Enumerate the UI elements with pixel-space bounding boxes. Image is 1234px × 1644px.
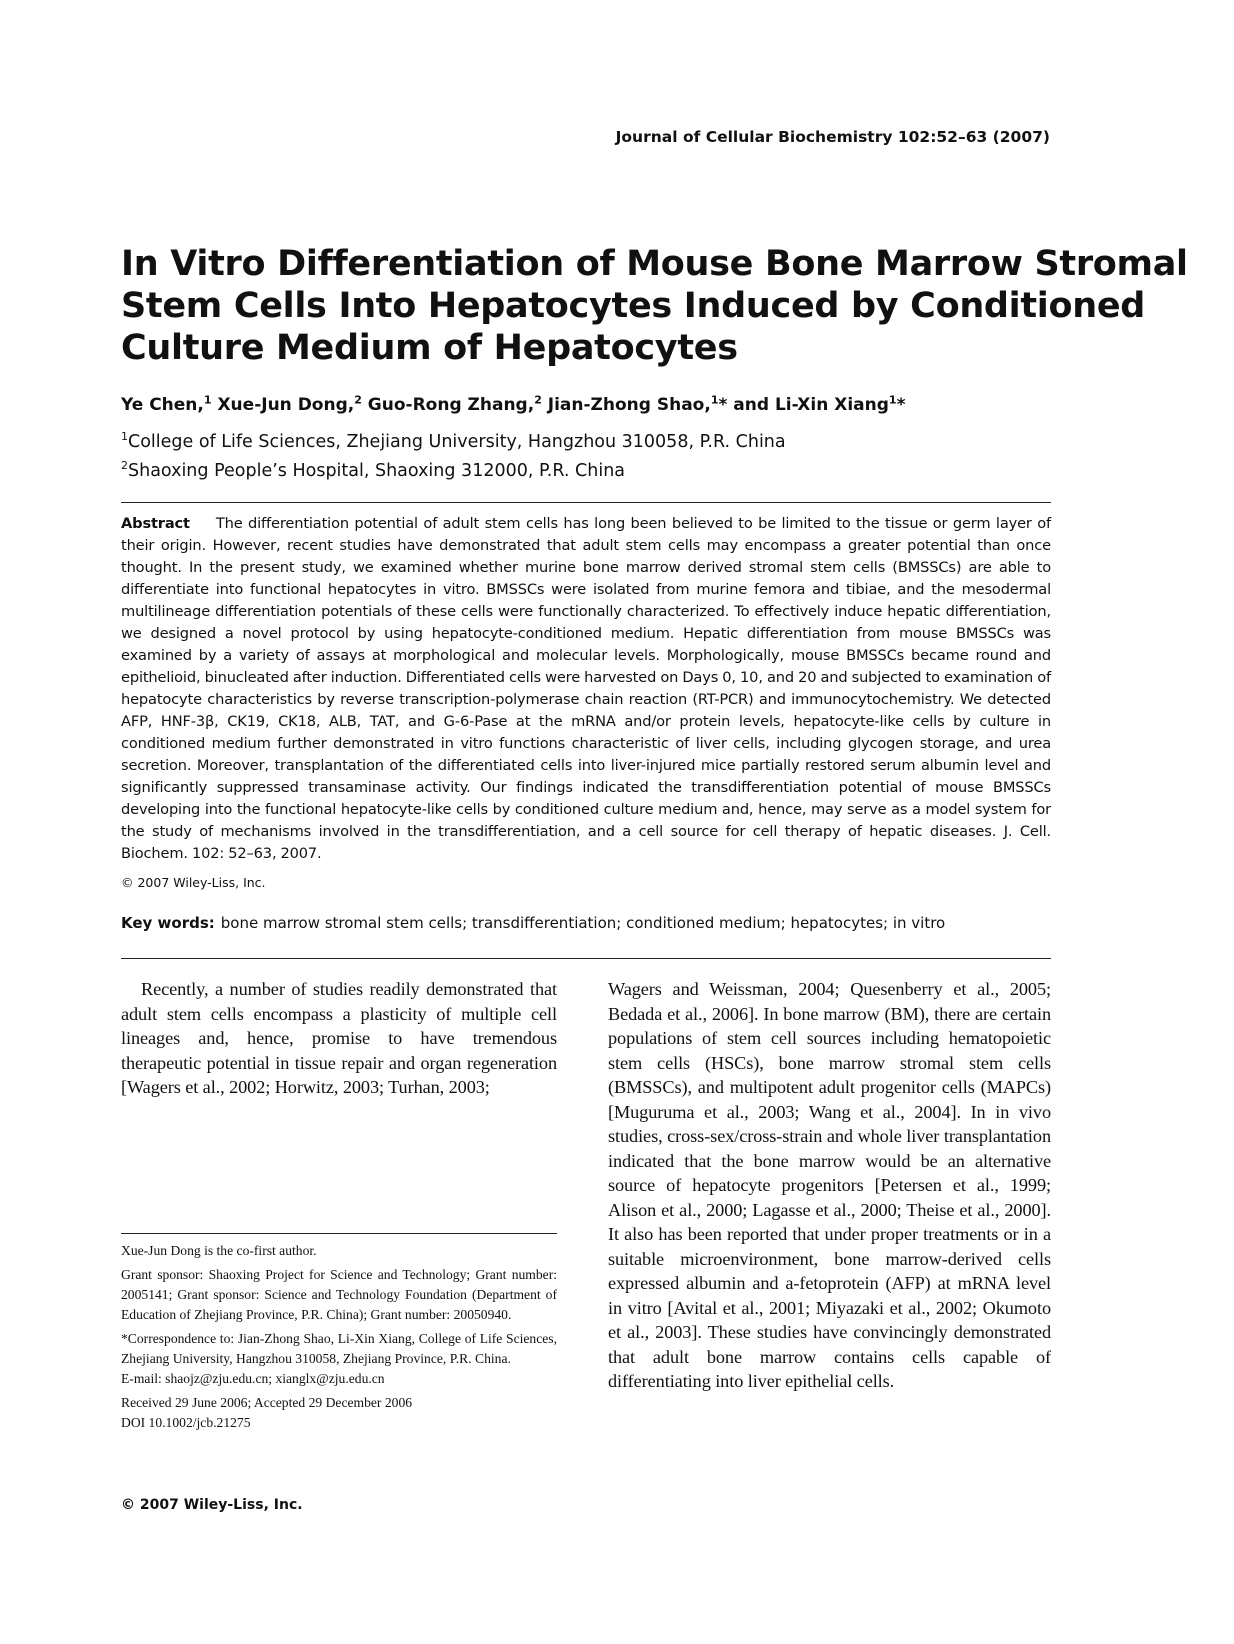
abstract-label: Abstract <box>121 515 190 532</box>
divider <box>121 958 1051 959</box>
article-title <box>121 243 1188 369</box>
body-right-column: Wagers and Weissman, 2004; Quesenberry et al., 2005; Bedada et al., 2006]. In bone marrow (BM), there are certain populations of stem cell sources including hematopoietic stem cells (HSCs), bone marrow stromal stem cells (BMSSCs), and multipotent adult progenitor cells (MAPCs) [Muguruma et al., 2003; Wang et al., 2004]. In in vivo studies, cross-sex/cross-strain and whole liver transplantation indicated that the bone marrow would be an alternative source of hepatocyte progenitors [Petersen et al., 1999; Alison et al., 2000; Lagasse et al., 2000; Theise et al., 2000]. It also has been reported that under proper treatments or in a suitable microenvironment, bone marrow-derived cells expressed albumin and a-fetoprotein (AFP) at mRNA level in vitro [Avital et al., 2001; Miyazaki et al., 2002; Okumoto et al., 2003]. These studies have convincingly demonstrated that adult bone marrow contains cells capable of differentiating into liver epithelial cells. <box>608 979 1051 1391</box>
keywords-label: Key words: <box>121 914 215 932</box>
keywords <box>121 914 1051 932</box>
affiliations <box>121 425 1081 483</box>
footnote-doi: DOI 10.1002/jcb.21275 <box>121 1415 251 1430</box>
title-line: In Vitro Differentiation of Mouse Bone Marrow Stromal <box>121 244 1188 284</box>
journal-header: Journal of Cellular Biochemistry 102:52–63 (2007) <box>615 128 1050 146</box>
page-copyright: © 2007 Wiley-Liss, Inc. <box>121 1497 303 1513</box>
abstract <box>121 513 1051 865</box>
abstract-copyright: © 2007 Wiley-Liss, Inc. <box>121 875 266 890</box>
affiliation: $^2$Shaoxing People’s Hospital, Shaoxing 312000, P.R. China <box>121 458 626 481</box>
divider <box>121 502 1051 503</box>
author: and Li-Xin Xiang$^1$* <box>733 393 906 415</box>
footnote-correspondence: *Correspondence to: Jian-Zhong Shao, Li-Xin Xiang, College of Life Sciences, Zhejiang University, Hangzhou 310058, Zhejiang Province, P.R. China. <box>121 1331 557 1366</box>
author: Jian-Zhong Shao,$^1$* <box>547 393 728 415</box>
abstract-text: The differentiation potential of adult stem cells has long been believed to be limited to the tissue or germ layer of their origin. However, recent studies have demonstrated that adult stem cells may encompass a greater potential than once thought. In the present study, we examined whether murine bone marrow derived stromal stem cells (BMSSCs) are able to differentiate into functional hepatocytes in vitro. BMSSCs were isolated from murine femora and tibiae, and the mesodermal multilineage differentiation potentials of these cells were functionally characterized. To effectively induce hepatic differentiation, we designed a novel protocol by using hepatocyte-conditioned medium. Hepatic differentiation from mouse BMSSCs was examined by a variety of assays at morphological and molecular levels. Morphologically, mouse BMSSCs became round and epithelioid, binucleated after induction. Differentiated cells were harvested on Days 0, 10, and 20 and subjected to examination of hepatocyte characteristics by reverse transcription-polymerase chain reaction (RT-PCR) and immunocytochemistry. We detected AFP, HNF-3β, CK19, CK18, ALB, TAT, and G-6-Pase at the mRNA and/or protein levels, hepatocyte-like cells by culture in conditioned medium further demonstrated in vitro functions characteristic of liver cells, including glycogen storage, and urea secretion. Moreover, transplantation of the differentiated cells into liver-injured mice partially restored serum albumin level and significantly suppressed transaminase activity. Our findings indicated the transdifferentiation potential of mouse BMSSCs developing into the functional hepatocyte-like cells by conditioned culture medium and, hence, may serve as a model system for the study of mechanisms involved in the transdifferentiation, and a cell source for cell therapy of hepatic diseases. J. Cell. Biochem. 102: 52–63, 2007. <box>121 515 1051 862</box>
author-list <box>121 393 1081 415</box>
footnote-divider <box>121 1233 557 1234</box>
footnotes <box>121 1241 557 1437</box>
title-line: Culture Medium of Hepatocytes <box>121 328 738 368</box>
footnote-email: E-mail: shaojz@zju.edu.cn; xianglx@zju.edu.cn <box>121 1371 385 1386</box>
title-line: Stem Cells Into Hepatocytes Induced by Conditioned <box>121 286 1146 326</box>
body-left-column: Recently, a number of studies readily demonstrated that adult stem cells encompass a plasticity of multiple cell lineages and, hence, promise to have tremendous therapeutic potential in tissue repair and organ regeneration [Wagers et al., 2002; Horwitz, 2003; Turhan, 2003; <box>121 979 557 1097</box>
affiliation: $^1$College of Life Sciences, Zhejiang University, Hangzhou 310058, P.R. China <box>121 430 786 452</box>
author: Xue-Jun Dong,$^2$ <box>217 393 362 415</box>
author: Ye Chen,$^1$ <box>121 393 212 415</box>
footnote-grant: Grant sponsor: Shaoxing Project for Science and Technology; Grant number: 2005141; Grant sponsor: Science and Technology Foundation (Department of Education of Zhejiang Province, P.R. China); Grant number: 20050940. <box>121 1267 557 1322</box>
footnote-cofirst: Xue-Jun Dong is the co-first author. <box>121 1243 317 1258</box>
author: Guo-Rong Zhang,$^2$ <box>367 393 542 415</box>
footnote-received: Received 29 June 2006; Accepted 29 December 2006 <box>121 1395 413 1410</box>
keywords-text: bone marrow stromal stem cells; transdifferentiation; conditioned medium; hepatocytes; in vitro <box>220 914 946 932</box>
